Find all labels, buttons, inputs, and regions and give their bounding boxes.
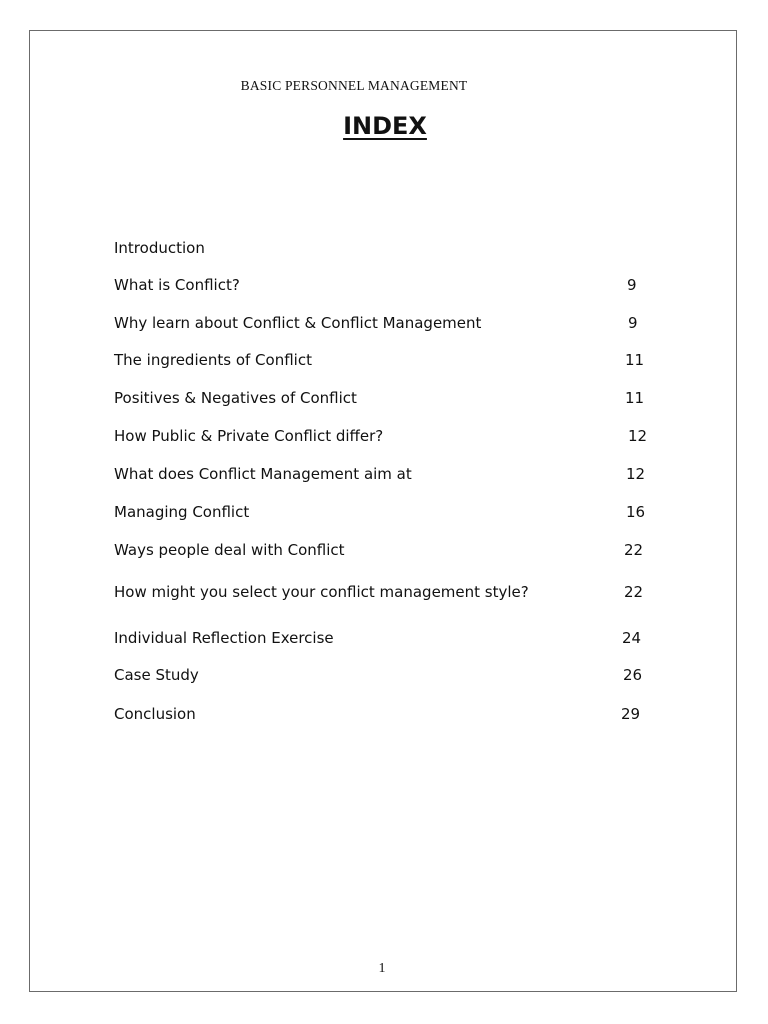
toc-entry-select-style [114, 583, 674, 605]
toc-entry-page: 11 [625, 389, 645, 407]
toc-entry-reflection-exercise [114, 629, 674, 651]
toc-entry-label: How might you select your conflict management style? [114, 583, 529, 601]
toc-entry-page: 29 [621, 705, 641, 723]
toc-entry-label: Positives & Negatives of Conflict [114, 389, 357, 407]
toc-entry-label: How Public & Private Conflict differ? [114, 427, 384, 445]
document-page [29, 30, 737, 992]
toc-entry-why-learn [114, 314, 674, 336]
toc-entry-page: 24 [622, 629, 642, 647]
toc-entry-label: Ways people deal with Conflict [114, 541, 345, 559]
toc-entry-label: Case Study [114, 666, 199, 684]
toc-entry-page: 12 [628, 427, 648, 445]
toc-entry-page: 16 [626, 503, 646, 521]
toc-entry-positives-negatives [114, 389, 674, 411]
toc-entry-managing-conflict [114, 503, 674, 525]
index-title: INDEX [343, 112, 427, 140]
toc-entry-what-is-conflict [114, 276, 674, 298]
toc-entry-conclusion [114, 705, 674, 727]
page-number: 1 [378, 961, 386, 976]
toc-entry-aim [114, 465, 674, 487]
toc-entry-label: What is Conflict? [114, 276, 240, 294]
running-header: BASIC PERSONNEL MANAGEMENT [240, 78, 468, 93]
toc-entry-label: What does Conflict Management aim at [114, 465, 412, 483]
toc-entry-page: 22 [624, 583, 644, 601]
toc-entry-page: 9 [627, 276, 637, 294]
toc-entry-label: The ingredients of Conflict [114, 351, 312, 369]
toc-entry-page: 12 [626, 465, 646, 483]
toc-entry-case-study [114, 666, 674, 688]
toc-entry-label: Conclusion [114, 705, 196, 723]
toc-entry-page: 9 [628, 314, 638, 332]
toc-entry-ingredients [114, 351, 674, 373]
toc-entry-introduction [114, 239, 674, 261]
toc-entry-label: Managing Conflict [114, 503, 250, 521]
toc-entry-public-private [114, 427, 674, 449]
toc-entry-label: Individual Reflection Exercise [114, 629, 334, 647]
toc-entry-page: 22 [624, 541, 644, 559]
toc-entry-page: 26 [623, 666, 643, 684]
toc-entry-page: 11 [625, 351, 645, 369]
toc-entry-label: Introduction [114, 239, 205, 257]
toc-entry-ways-people-deal [114, 541, 674, 563]
toc-entry-label: Why learn about Conflict & Conflict Management [114, 314, 482, 332]
